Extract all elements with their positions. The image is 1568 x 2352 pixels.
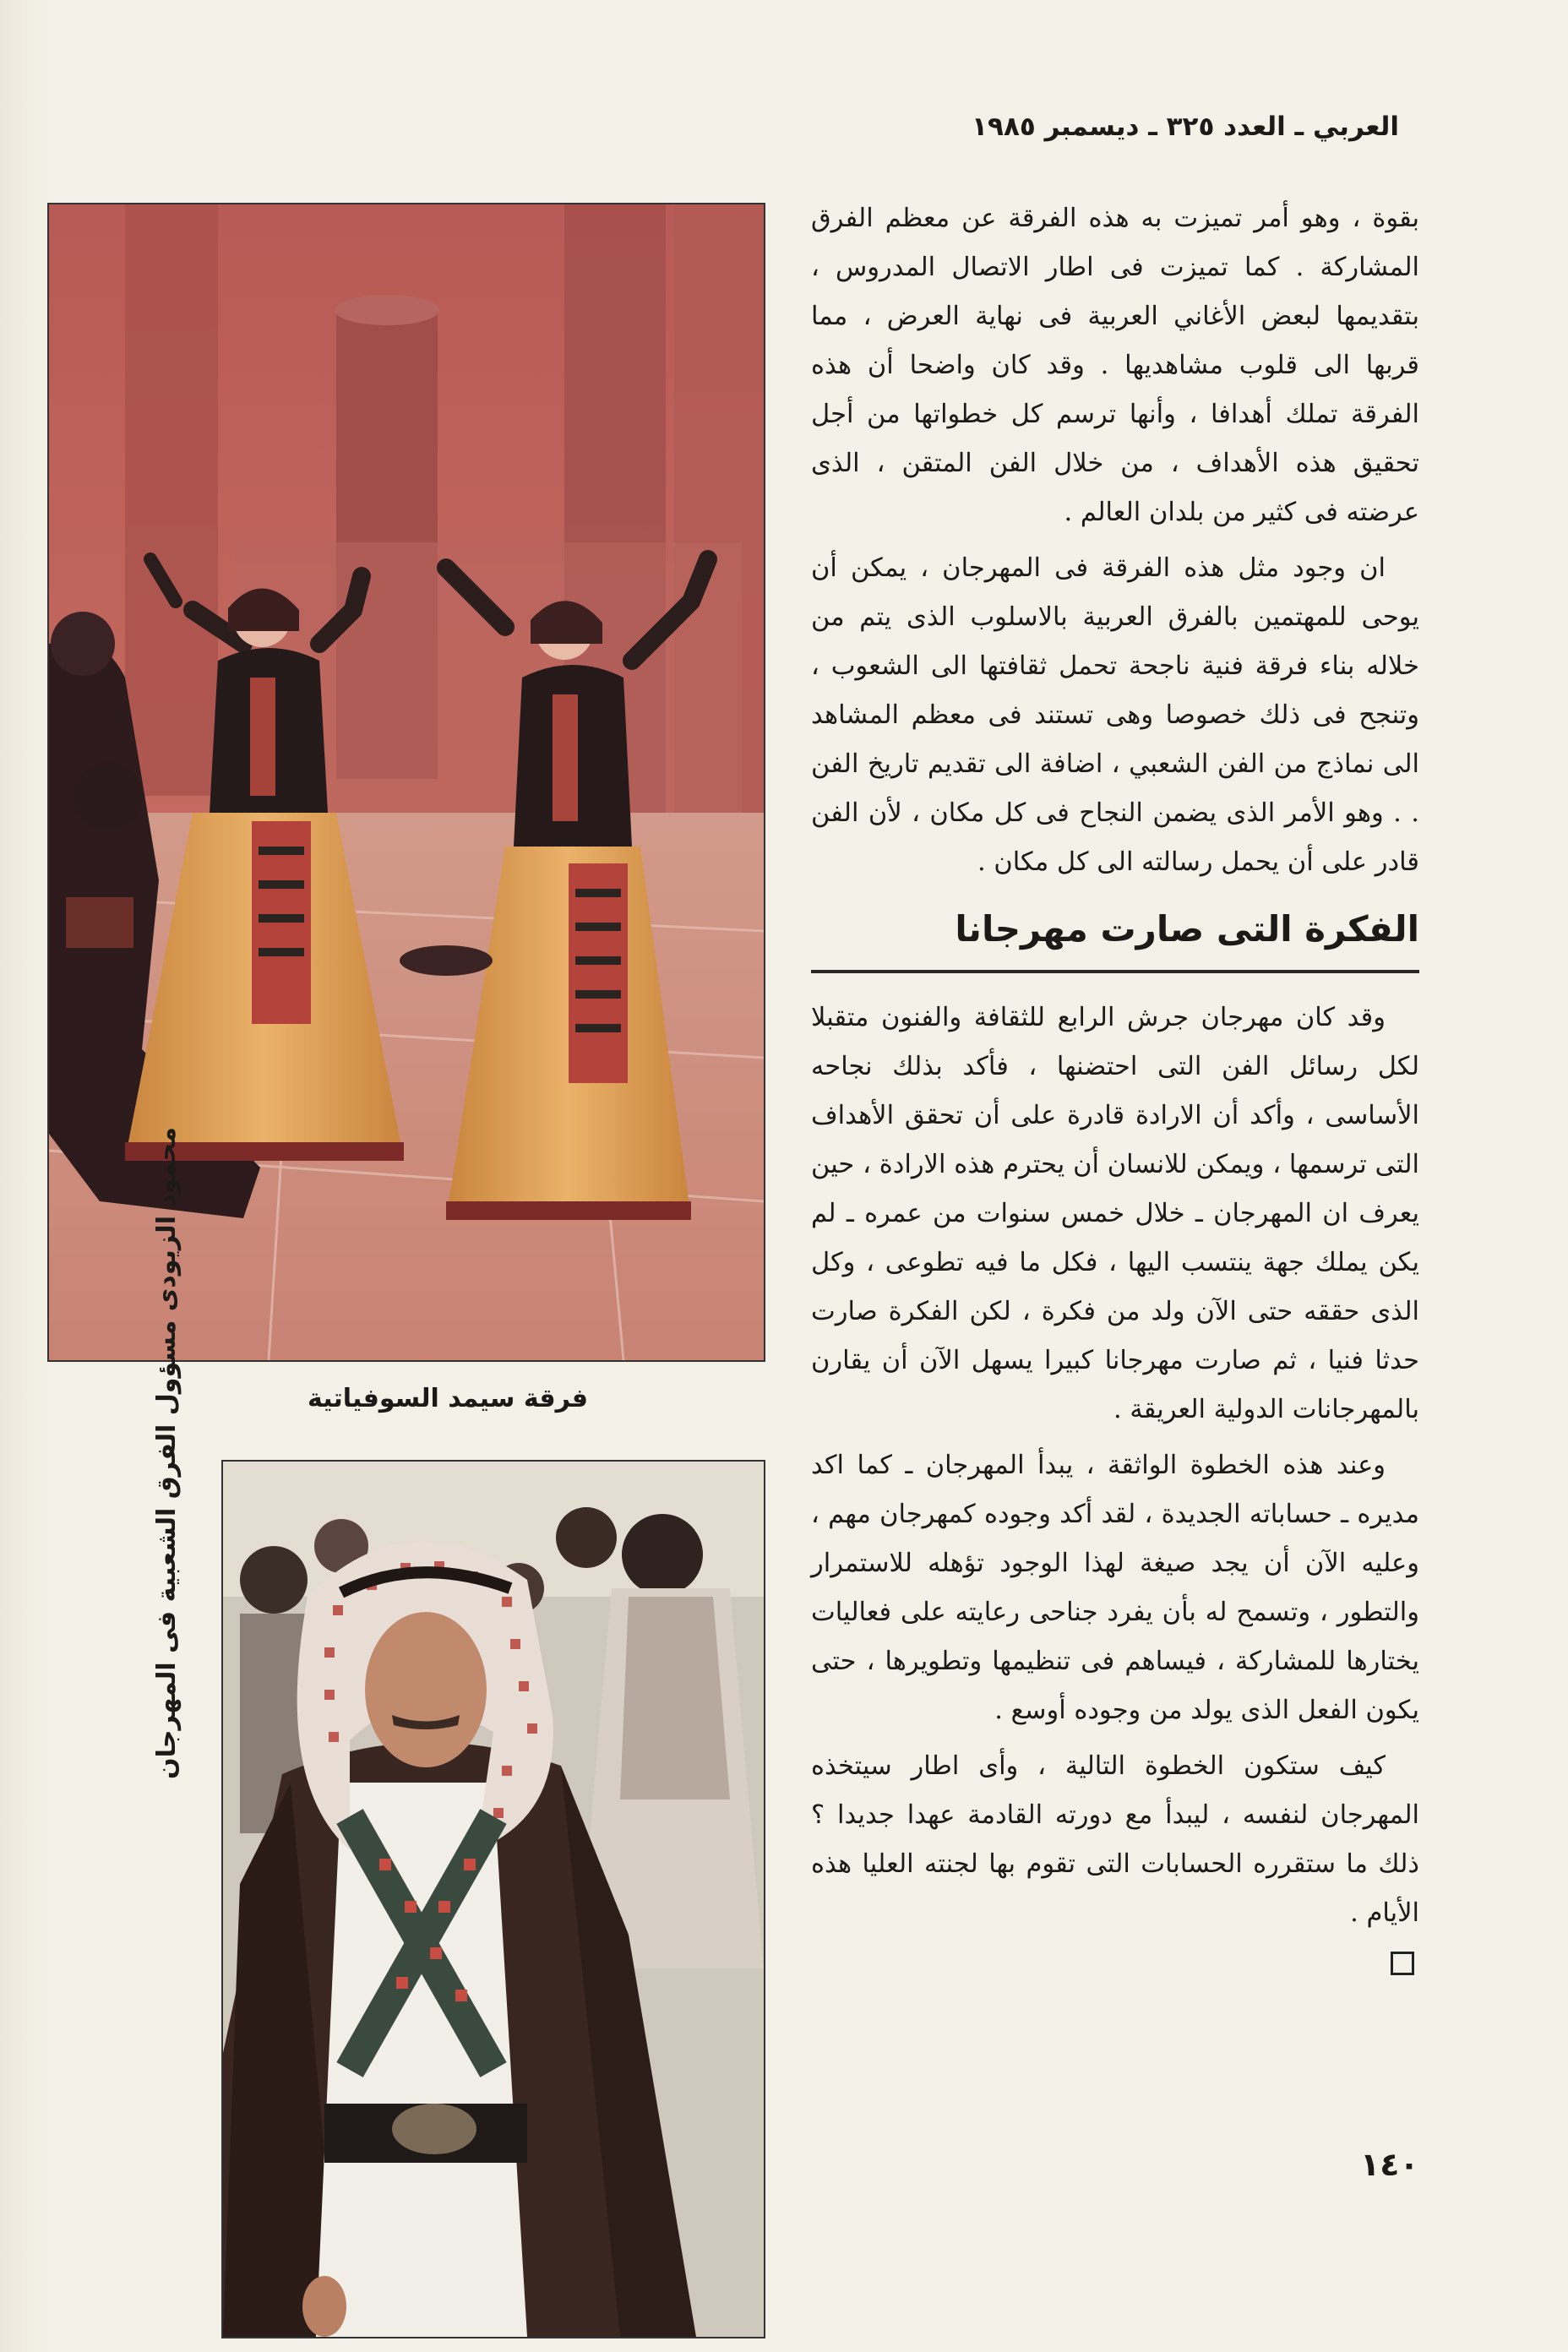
- article-paragraph: وقد كان مهرجان جرش الرابع للثقافة والفنون متقبلا لكل رسائل الفن التى احتضنها ، فأكد بذلك نجاحه الأساسى ، وأكد أن الارادة قادرة على أن تحقق الأهداف التى ترسمها ، ويمكن للانسان أن يحترم هذه الارادة ، حين يعرف ان المهرجان ـ خلال خمس سنوات من عمره ـ لم يكن يملك جهة ينتسب اليها ، فكل ما فيه تطوعى ، وكل الذى حققه حتى الآن ولد من فكرة ، لكن الفكرة صارت حدثا فنيا ، ثم صارت مهرجانا كبيرا يسهل الآن أن يقارن بالمهرجانات الدولية العريقة .: [811, 1003, 1419, 1424]
- article-paragraph: وعند هذه الخطوة الواثقة ، يبدأ المهرجان ـ كما اكد مديره ـ حساباته الجديدة ، لقد أكد وجوده كمهرجان مهم ، وعليه الآن أن يجد صيغة لهذا الوجود تؤهله للاستمرار والتطور ، وتسمح له بأن يفرد جناحى رعايته على فعاليات يختارها للمشاركة ، فيساهم فى تنظيمها وتطويرها ، حتى يكون الفعل الذى يولد من وجوده أوسع .: [811, 1451, 1419, 1725]
- running-header: العربي ـ العدد ٣٢٥ ـ ديسمبر ١٩٨٥: [972, 112, 1399, 142]
- article-paragraph-last: [811, 1742, 1419, 1987]
- dancers-caption: فرقة سيمد السوفياتية: [308, 1384, 588, 1413]
- end-of-article-mark: [1391, 1952, 1414, 1975]
- article-column: [811, 194, 1419, 1994]
- page-number: ١٤٠: [1360, 2146, 1419, 2183]
- page-edge: [0, 0, 49, 2352]
- portrait-caption: محمود الزيودى مسؤول الفرق الشعبية فى المهرجان: [152, 1127, 182, 1779]
- article-paragraph: ان وجود مثل هذه الفرقة فى المهرجان ، يمكن أن يوحى للمهتمين بالفرق العربية بالاسلوب الذى يتم من خلاله بناء فرقة فنية ناجحة تحمل ثقافتها الى الشعوب ، وتنجح فى ذلك خصوصا وهى تستند فى معظم المشاهد الى نماذج من الفن الشعبي ، اضافة الى تقديم تاريخ الفن . . وهو الأمر الذى يضمن النجاح فى كل مكان ، لأن الفن قادر على أن يحمل رسالته الى كل مكان .: [811, 553, 1419, 877]
- official-portrait-photo: [221, 1460, 765, 2338]
- section-heading: الفكرة التى صارت مهرجانا: [811, 904, 1419, 973]
- article-paragraph-text: كيف ستكون الخطوة التالية ، وأى اطار سيتخذه المهرجان لنفسه ، ليبدأ مع دورته القادمة عهدا جديدا ؟ ذلك ما ستقرره الحسابات التى تقوم بها لجنته العليا هذه الأيام .: [811, 1751, 1419, 1928]
- article-paragraph: بقوة ، وهو أمر تميزت به هذه الفرقة عن معظم الفرق المشاركة . كما تميزت فى اطار الاتصال المدروس ، بتقديمها لبعض الأغاني العربية فى نهاية العرض ، مما قربها الى قلوب مشاهديها . وقد كان واضحا أن هذه الفرقة تملك أهدافا ، وأنها ترسم كل خطواتها من أجل تحقيق هذه الأهداف ، من خلال الفن المتقن ، الذى عرضته فى كثير من بلدان العالم .: [811, 204, 1419, 527]
- portrait-illustration: [223, 1462, 764, 2337]
